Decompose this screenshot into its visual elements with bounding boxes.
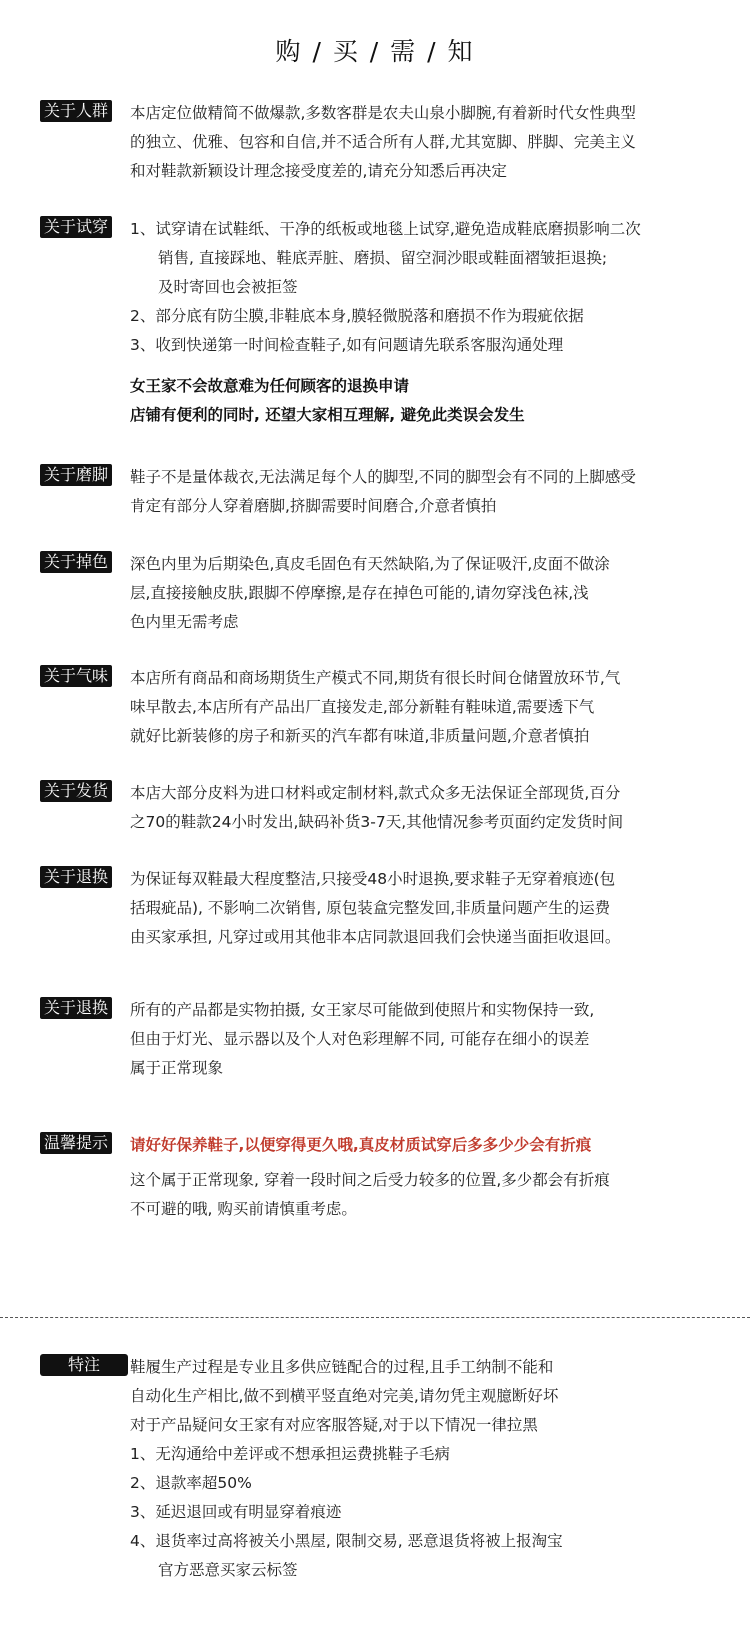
- text-line: 销售, 直接踩地、鞋底弄脏、磨损、留空洞沙眼或鞋面褶皱拒退换;: [158, 249, 608, 267]
- section-tag: 关于退换: [40, 866, 112, 888]
- text-line: 括瑕疵品), 不影响二次销售, 原包装盒完整发回,非质量问题产生的运费: [130, 899, 611, 917]
- text-line: 的独立、优雅、包容和自信,并不适合所有人群,尤其宽脚、胖脚、完美主义: [130, 133, 636, 151]
- section-tag: 温馨提示: [40, 1132, 112, 1154]
- text-line: 1、试穿请在试鞋纸、干净的纸板或地毯上试穿,避免造成鞋底磨损影响二次: [130, 220, 641, 238]
- section-tag: 特注: [40, 1354, 128, 1376]
- dashed-divider: [0, 1317, 750, 1318]
- text-line: 鞋子不是量体裁衣,无法满足每个人的脚型,不同的脚型会有不同的上脚感受: [130, 468, 636, 486]
- text-line: 肯定有部分人穿着磨脚,挤脚需要时间磨合,介意者慎拍: [130, 497, 497, 515]
- text-line: 就好比新装修的房子和新买的汽车都有味道,非质量问题,介意者慎拍: [130, 727, 590, 745]
- text-line: 层,直接接触皮肤,跟脚不停摩擦,是存在掉色可能的,请勿穿浅色袜,浅: [130, 584, 589, 602]
- text-line: 但由于灯光、显示器以及个人对色彩理解不同, 可能存在细小的误差: [130, 1030, 590, 1048]
- list-item: 4、退货率过高将被关小黑屋, 限制交易, 恶意退货将被上报淘宝: [130, 1532, 563, 1550]
- text-line: 为保证每双鞋最大程度整洁,只接受48小时退换,要求鞋子无穿着痕迹(包: [130, 870, 616, 888]
- notice-line: 店铺有便利的同时, 还望大家相互理解, 避免此类误会发生: [130, 406, 525, 424]
- section-tag: 关于发货: [40, 780, 112, 802]
- section-tag: 关于人群: [40, 100, 112, 122]
- text-line: 深色内里为后期染色,真皮毛固色有天然缺陷,为了保证吸汗,皮面不做涂: [130, 555, 610, 573]
- text-line: 之70的鞋款24小时发出,缺码补货3-7天,其他情况参考页面约定发货时间: [130, 813, 624, 831]
- section-tag: 关于退换: [40, 997, 112, 1019]
- notice-line: 女王家不会故意难为任何顾客的退换申请: [130, 377, 410, 395]
- page-title: 购 / 买 / 需 / 知: [275, 37, 475, 66]
- text-line: 及时寄回也会被拒签: [158, 278, 298, 296]
- section-tag: 关于气味: [40, 665, 112, 687]
- list-item: 3、延迟退回或有明显穿着痕迹: [130, 1503, 342, 1521]
- text-line: 所有的产品都是实物拍摄, 女王家尽可能做到使照片和实物保持一致,: [130, 1001, 595, 1019]
- text-line: 味早散去,本店所有产品出厂直接发走,部分新鞋有鞋味道,需要透下气: [130, 698, 595, 716]
- text-line: 对于产品疑问女王家有对应客服答疑,对于以下情况一律拉黑: [130, 1416, 538, 1434]
- text-line: 鞋履生产过程是专业且多供应链配合的过程,且手工纳制不能和: [130, 1358, 554, 1376]
- text-line: 2、部分底有防尘膜,非鞋底本身,膜轻微脱落和磨损不作为瑕疵依据: [130, 307, 584, 325]
- text-line: 本店所有商品和商场期货生产模式不同,期货有很长时间仓储置放环节,气: [130, 669, 621, 687]
- text-line: 本店大部分皮料为进口材料或定制材料,款式众多无法保证全部现货,百分: [130, 784, 621, 802]
- text-line: 3、收到快递第一时间检查鞋子,如有问题请先联系客服沟通处理: [130, 336, 564, 354]
- section-tag: 关于磨脚: [40, 464, 112, 486]
- text-line: 本店定位做精简不做爆款,多数客群是农夫山泉小脚腕,有着新时代女性典型: [130, 104, 636, 122]
- text-line: 和对鞋款新颖设计理念接受度差的,请充分知悉后再决定: [130, 162, 507, 180]
- text-line: 不可避的哦, 购买前请慎重考虑。: [130, 1200, 357, 1218]
- section-tag: 关于掉色: [40, 551, 112, 573]
- text-line: 自动化生产相比,做不到横平竖直绝对完美,请勿凭主观臆断好坏: [130, 1387, 559, 1405]
- list-item: 官方恶意买家云标签: [158, 1561, 298, 1579]
- highlight-line: 请好好保养鞋子,以便穿得更久哦,真皮材质试穿后多多少少会有折痕: [130, 1136, 592, 1154]
- text-line: 属于正常现象: [130, 1059, 224, 1077]
- text-line: 色内里无需考虑: [130, 613, 239, 631]
- list-item: 1、无沟通给中差评或不想承担运费挑鞋子毛病: [130, 1445, 450, 1463]
- text-line: 这个属于正常现象, 穿着一段时间之后受力较多的位置,多少都会有折痕: [130, 1171, 610, 1189]
- list-item: 2、退款率超50%: [130, 1474, 252, 1492]
- text-line: 由买家承担, 凡穿过或用其他非本店同款退回我们会快递当面拒收退回。: [130, 928, 621, 946]
- section-tag: 关于试穿: [40, 216, 112, 238]
